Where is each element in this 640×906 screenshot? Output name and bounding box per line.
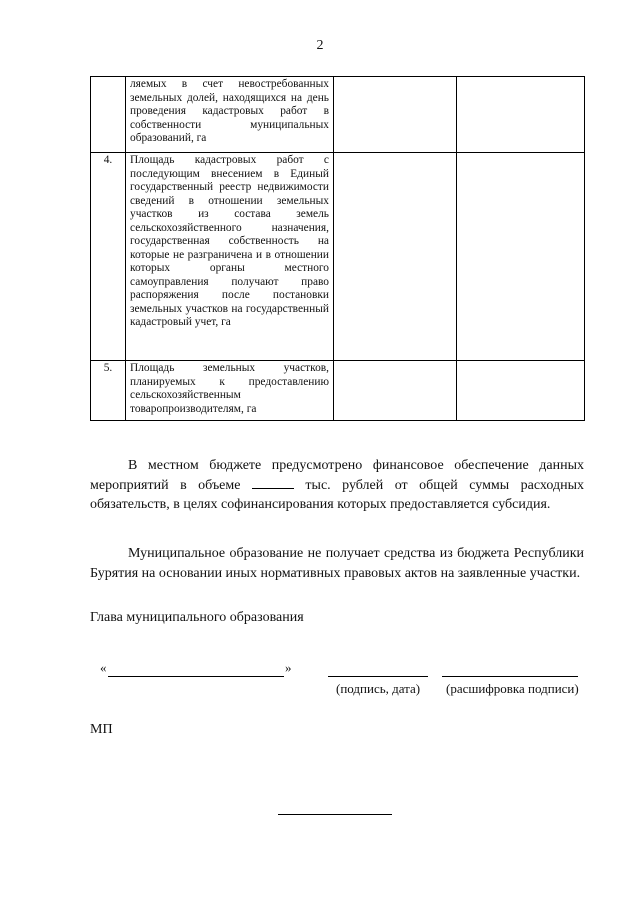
date-line <box>108 676 284 677</box>
row-description: Площадь кадастровых работ с последующим внесением в Единый государственный реестр недвижимости сведений в отношении земельных участков из состава земель сельскохозяйственного назначения, государственная собственность на которые не разграничена и в отношении которых органы местного самоуправления получают право распоряжения после постановки земельных участков на государственный кадастровый учет, га <box>126 153 334 361</box>
name-decoding-line <box>442 676 578 677</box>
row-value-cell <box>334 153 457 361</box>
signature-line <box>328 676 428 677</box>
row-value-cell <box>457 77 585 153</box>
amount-blank-line <box>252 477 294 489</box>
quote-close: » <box>285 660 292 675</box>
quote-open: « <box>100 660 107 675</box>
end-separator-line <box>278 814 392 815</box>
row-value-cell <box>334 361 457 421</box>
row-number: 4. <box>91 153 126 361</box>
row-number: 5. <box>91 361 126 421</box>
row-description: ляемых в счет невостребованных земельных долей, находящихся на день проведения кадастровых работ в собственности муниципальных образований, га <box>126 77 334 153</box>
head-title: Глава муниципального образования <box>90 610 304 625</box>
row-value-cell <box>334 77 457 153</box>
signature-caption: (подпись, дата) <box>336 681 421 696</box>
row-value-cell <box>457 153 585 361</box>
table-row <box>91 77 585 153</box>
row-description: Площадь земельных участков, планируемых к предоставлению сельскохозяйственным товаропроизводителям, га <box>126 361 334 421</box>
table-row <box>91 361 585 421</box>
no-other-funds-paragraph: Муниципальное образование не получает средства из бюджета Республики Бурятия на основании иных нормативных правовых актов на заявленные участки. <box>90 546 584 581</box>
funding-text-start: В местном бюджете предусмотрено финансовое обеспечение данных мероприятий в объеме <box>90 458 584 493</box>
row-value-cell <box>457 361 585 421</box>
row-number <box>91 77 126 153</box>
stamp-label: МП <box>90 722 113 737</box>
data-table <box>90 76 585 421</box>
funding-text-end: тыс. рублей от общей суммы расходных обязательств, в целях софинансирования которых предоставляется субсидия. <box>90 477 584 513</box>
table-row <box>91 153 585 361</box>
decoding-caption: (расшифровка подписи) <box>446 681 579 696</box>
funding-paragraph <box>90 456 584 515</box>
page-number: 2 <box>316 38 324 53</box>
